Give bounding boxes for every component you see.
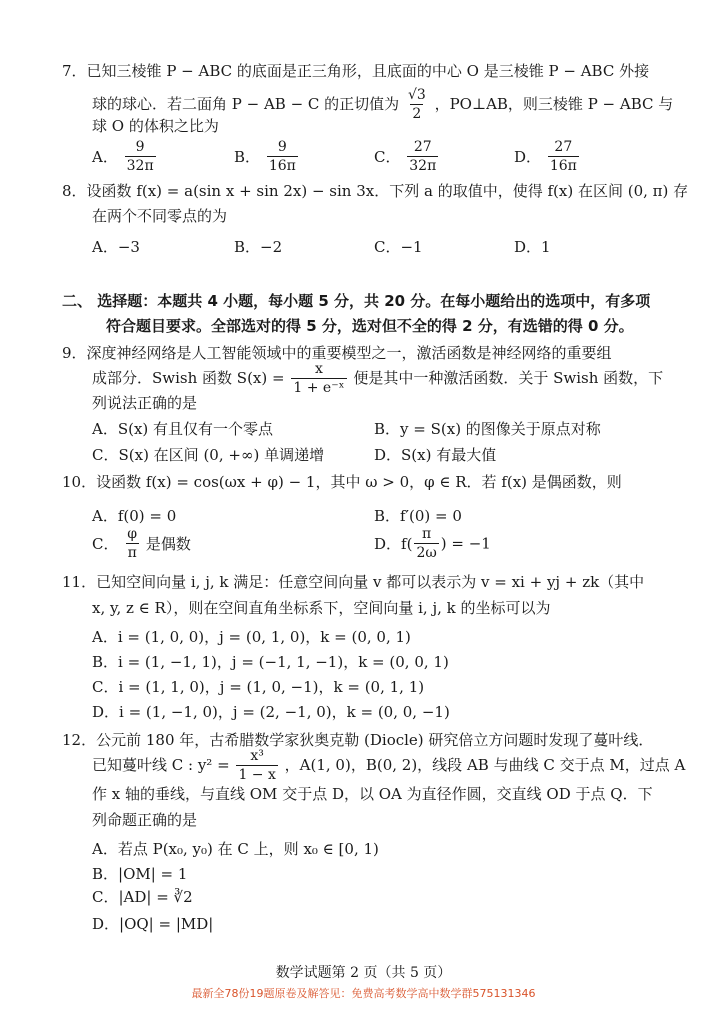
q10-option-d: D．f( $\frac{\pi}{2\omega}$ ) = −1 — [374, 526, 491, 561]
q7-option-c: C． $\frac{27}{32\pi}$ — [374, 139, 437, 174]
q8-option-d: D．1 — [514, 238, 551, 256]
q7-option-d: D． $\frac{27}{16\pi}$ — [514, 139, 577, 174]
section2-heading-line1: 二、 选择题：本题共 4 小题，每小题 5 分，共 20 分。在每小题给出的选项中，有多项 — [62, 292, 651, 310]
q12-line1: 12．公元前 180 年，古希腊数学家狄奥克勒 (Diocle) 研究倍立方问题时发现了蔓叶线． — [62, 731, 654, 749]
page-footer-title: 数学试题第 2 页（共 5 页） — [275, 965, 452, 981]
q11-line1: 11．已知空间向量 i, j, k 满足：任意空间向量 v 都可以表示为 v = xi + yj + zk（其中 — [62, 573, 645, 591]
q9-line3: 列说法正确的是 — [92, 394, 198, 412]
q10-option-c: C． $\frac{\varphi}{\pi}$ 是偶数 — [92, 526, 191, 561]
q9-option-a: A．S(x) 有且仅有一个零点 — [92, 420, 274, 438]
q10-line1: 10．设函数 f(x) = cos(ωx + φ) − 1，其中 ω > 0，φ ∈ R．若 f(x) 是偶函数，则 — [62, 473, 622, 491]
q7-line1: 7．已知三棱锥 P − ABC 的底面是正三角形，且底面的中心 O 是三棱锥 P − ABC 外接 — [62, 62, 650, 80]
q9-line1: 9．深度神经网络是人工智能领域中的重要模型之一，激活函数是神经网络的重要组 — [62, 344, 612, 362]
q11-option-c: C．i = (1, 1, 0)，j = (1, 0, −1)，k = (0, 1, 1) — [92, 678, 425, 696]
q10-option-a: A．f(0) = 0 — [92, 507, 177, 525]
q12-option-b: B．|OM| = 1 — [92, 865, 188, 883]
q12-option-c: C．|AD| = ∛2 — [92, 888, 193, 906]
q12-line4: 列命题正确的是 — [92, 811, 198, 829]
q7-option-b: B． $\frac{9}{16\pi}$ — [234, 139, 296, 174]
q11-line2: x, y, z ∈ R），则在空间直角坐标系下，空间向量 i, j, k 的坐标可以为 — [92, 599, 551, 617]
q12-option-a: A．若点 P(x₀, y₀) 在 C 上，则 x₀ ∈ [0, 1) — [92, 840, 379, 858]
q8-option-b: B．−2 — [234, 238, 283, 256]
q12-line2: 已知蔓叶线 C : y² = $\frac{\text{x³}}{1 - x}$ ，A(1, 0)，B(0, 2)，线段 AB 与曲线 C 交于点 M，过点 A — [92, 748, 686, 783]
q8-line2: 在两个不同零点的为 — [92, 207, 228, 225]
q9-option-d: D．S(x) 有最大值 — [374, 446, 497, 464]
q8-line1: 8．设函数 f(x) = a(sin x + sin 2x) − sin 3x．下列 a 的取值中，使得 f(x) 在区间 (0, π) 存 — [62, 182, 689, 200]
q12-curve-fraction: $\frac{\text{x³}}{1 - x}$ — [238, 748, 276, 783]
q11-option-b: B．i = (1, −1, 1)，j = (−1, 1, −1)，k = (0, 0, 1) — [92, 653, 449, 671]
section2-heading-line2: 符合题目要求。全部选对的得 5 分，选对但不全的得 2 分，有选错的得 0 分。 — [106, 317, 634, 335]
q12-option-d: D．|OQ| = |MD| — [92, 915, 214, 933]
q7-option-a: A． $\frac{9}{32\pi}$ — [92, 139, 154, 174]
page-footer-note: 最新全78份19题原卷及解答见：免费高考数学高中数学群575131346 — [191, 987, 536, 1000]
q8-option-a: A．−3 — [92, 238, 140, 256]
q10-option-b: B．f′(0) = 0 — [374, 507, 462, 525]
q9-option-b: B．y = S(x) 的图像关于原点对称 — [374, 420, 601, 438]
q12-line3: 作 x 轴的垂线，与直线 OM 交于点 D，以 OA 为直径作圆，交直线 OD 于点 Q．下 — [92, 785, 653, 803]
q11-option-d: D．i = (1, −1, 0)，j = (2, −1, 0)，k = (0, 0, −1) — [92, 703, 450, 721]
q9-swish-fraction: $\frac{x}{\text{1 + e⁻ˣ}}$ — [293, 361, 345, 396]
q9-line2: 成部分．Swish 函数 S(x) = $\frac{x}{\text{1 + e⁻ˣ}}$ 便是其中一种激活函数．关于 Swish 函数，下 — [92, 361, 664, 396]
q9-option-c: C．S(x) 在区间 (0, +∞) 单调递增 — [92, 446, 325, 464]
q7-tangent-fraction: $\frac{√3}{2}$ — [407, 87, 426, 122]
q8-option-c: C．−1 — [374, 238, 423, 256]
q7-line2: 球的球心．若二面角 P − AB − C 的正切值为 $\frac{√3}{2}$ ，PO⊥AB，则三棱锥 P − ABC 与 — [92, 87, 674, 122]
q11-option-a: A．i = (1, 0, 0)，j = (0, 1, 0)，k = (0, 0, 1) — [92, 628, 411, 646]
q7-line3: 球 O 的体积之比为 — [92, 117, 219, 135]
